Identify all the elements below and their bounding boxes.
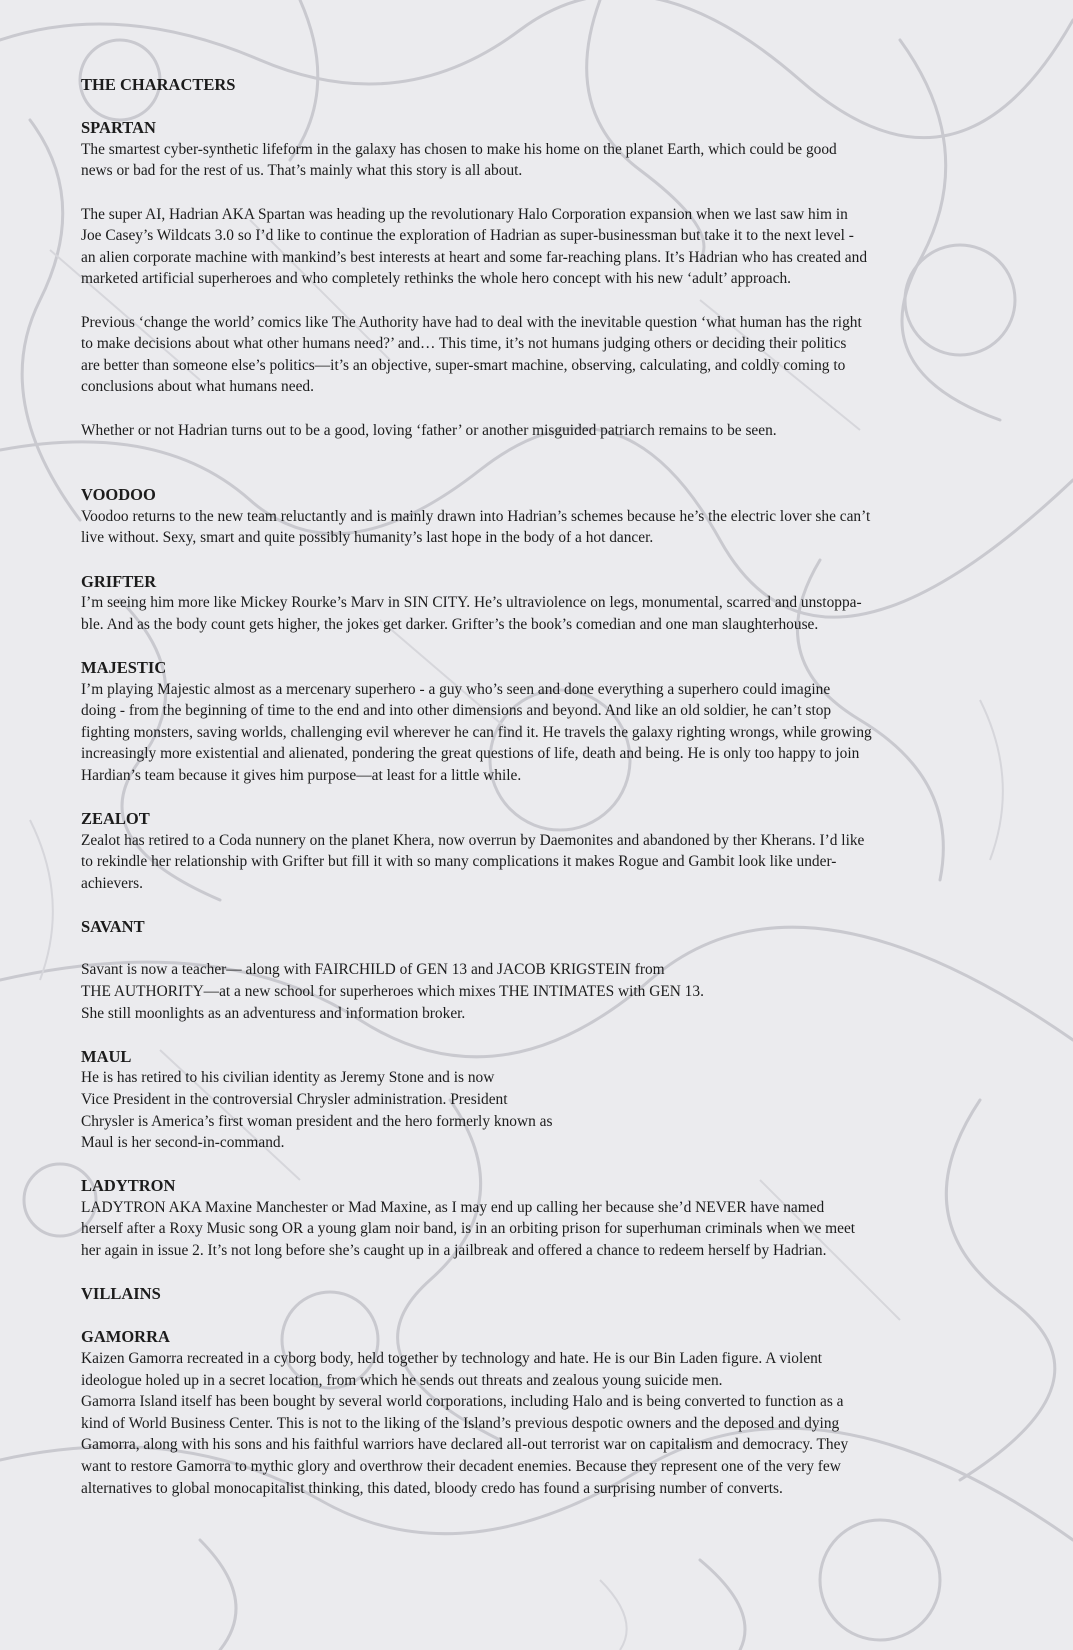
heading-villains: VILLAINS [81,1284,161,1304]
maul-paragraph: He is has retired to his civilian identity as Jeremy Stone and is now Vice President in the controversial Chrysler administration. President Chrysler is America’s first woman president and the hero formerly known as Maul is her second-in-command. [81,1069,553,1152]
spartan-paragraph-3: Previous ‘change the world’ comics like The Authority have had to deal with the inevitable question ‘what human has the right to make decisions about what other humans need?’ and… This time, it’s not humans judging others or deciding their politics are better than someone else’s politics—it’s an objective, super-smart machine, observing, calculating, and coldly coming to conclusions about what humans need. [81,313,862,396]
spartan-paragraph-2: The super AI, Hadrian AKA Spartan was heading up the revolutionary Halo Corporation expansion when we last saw him in Joe Casey’s Wildcats 3.0 so I’d like to continue the exploration of Hadrian as super-businessman but take it to the next level - an alien corporate machine with mankind’s best interests at heart and some far-reaching plans. It’s Hadrian who has created and marketed artificial superheroes and who completely rethinks the whole hero concept with his new ‘adult’ approach. [81,205,868,288]
heading-maul: MAUL [81,1046,132,1066]
heading-majestic: MAJESTIC [81,658,167,678]
heading-voodoo: VOODOO [81,485,156,505]
majestic-paragraph: I’m playing Majestic almost as a mercenary superhero - a guy who’s seen and done everything a superhero could imagine doing - from the beginning of time to the end and into other dimensions and beyond. And like an old soldier, he can’t stop fighting monsters, saving worlds, challenging evil wherever he can find it. He travels the galaxy righting wrongs, while growing increasingly more existential and alienated, pondering the great questions of life, death and being. He is only too happy to join Hardian’s team because it gives him purpose—at least for a little while. [81,680,872,784]
heading-gamorra: GAMORRA [81,1327,170,1347]
spartan-paragraph-4: Whether or not Hadrian turns out to be a good, loving ‘father’ or another misguided patriarch remains to be seen. [81,421,777,439]
grifter-paragraph: I’m seeing him more like Mickey Rourke’s Marv in SIN CITY. He’s ultraviolence on legs, monumental, scarred and unstoppa- ble. And as the body count gets higher, the jokes get darker. Grifter’s the book’s comedian and one man slaughterhouse. [81,594,862,633]
document-body [81,74,1011,1499]
heading-ladytron: LADYTRON [81,1176,176,1196]
voodoo-paragraph: Voodoo returns to the new team reluctantly and is mainly drawn into Hadrian’s schemes because he’s the electric lover she can’t live without. Sexy, smart and quite possibly humanity’s last hope in the body of a hot dancer. [81,507,871,547]
page-title: THE CHARACTERS [81,75,236,94]
ladytron-paragraph: LADYTRON AKA Maxine Manchester or Mad Maxine, as I may end up calling her because she’d NEVER have named herself after a Roxy Music song OR a young glam noir band, is in an orbiting prison for superhuman criminals when we meet her again in issue 2. It’s not long before she’s caught up in a jailbreak and offered a chance to redeem herself by Hadrian. [81,1198,856,1260]
savant-paragraph: Savant is now a teacher— along with FAIRCHILD of GEN 13 and JACOB KRIGSTEIN from THE AUTHORITY—at a new school for superheroes which mixes THE INTIMATES with GEN 13. She still moonlights as an adventuress and information broker. [81,961,704,1022]
gamorra-paragraph: Kaizen Gamorra recreated in a cyborg body, held together by technology and hate. He is our Bin Laden figure. A violent ideologue holed up in a secret location, from which he sends out threats and zealous young suicide men. Gamorra Island itself has been bought by several world corporations, including Halo and is being converted to function as a kind of World Business Center. This is not to the liking of the Island’s previous despotic owners and the deposed and dying Gamorra, along with his sons and his faithful warriors have declared all-out terrorist war on capitalism and democracy. They want to restore Gamorra to mythic glory and overthrow their decadent enemies. Because they represent one of the very few alternatives to global monocapitalist thinking, this dated, bloody credo has found a surprising number of converts. [81,1350,849,1497]
heading-grifter: GRIFTER [81,571,157,591]
spartan-paragraph-1: The smartest cyber-synthetic lifeform in the galaxy has chosen to make his home on the planet Earth, which could be good news or bad for the rest of us. That’s mainly what this story is all about. [81,140,837,180]
heading-savant: SAVANT [81,917,145,937]
heading-zealot: ZEALOT [81,809,150,829]
zealot-paragraph: Zealot has retired to a Coda nunnery on the planet Khera, now overrun by Daemonites and abandoned by ther Kherans. I’d like to rekindle her relationship with Grifter but fill it with so many complications it makes Rogue and Gambit look like under- achievers. [81,831,865,892]
heading-spartan: SPARTAN [81,118,156,138]
